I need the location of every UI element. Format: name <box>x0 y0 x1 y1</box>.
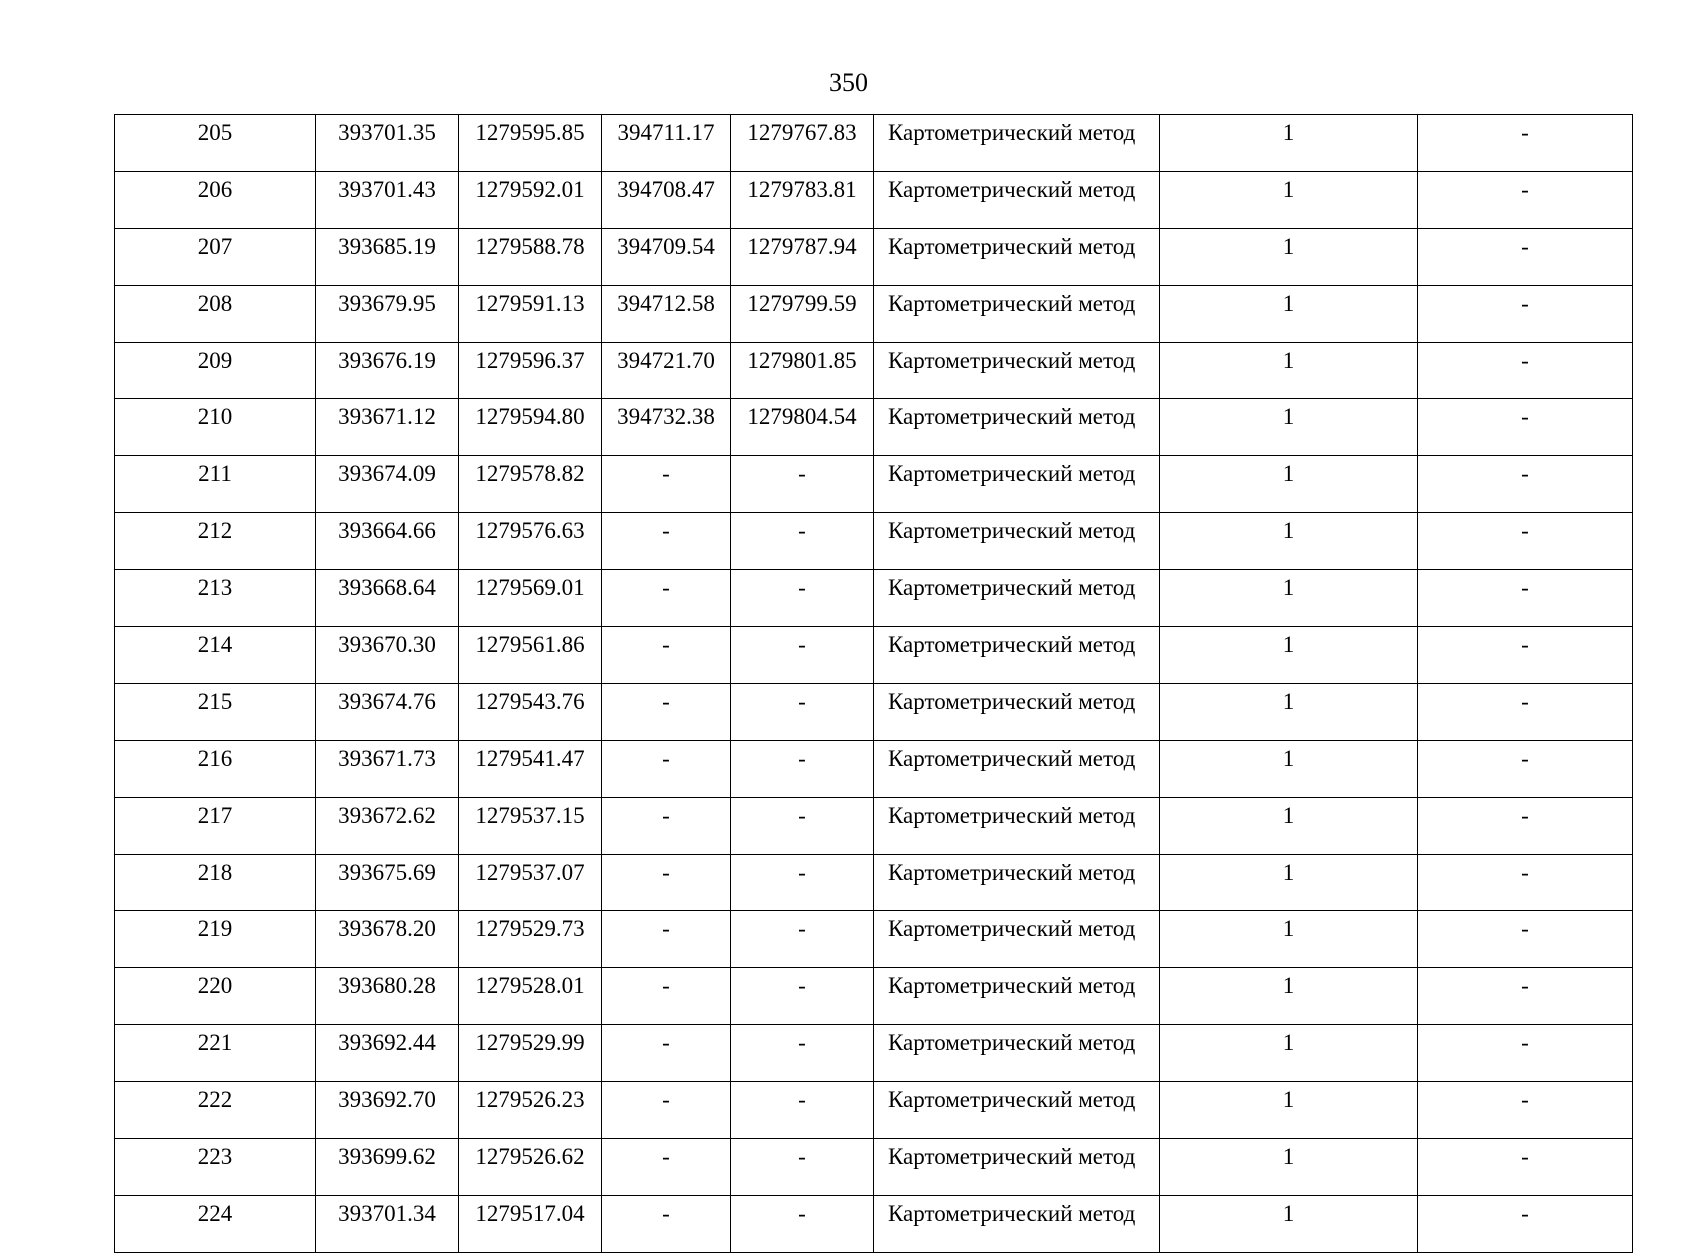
table-row <box>115 968 1633 1025</box>
y-coordinate-cell: 1279592.01 <box>459 171 602 228</box>
x-coordinate-2-cell: - <box>602 968 731 1025</box>
y-coordinate-2-cell: - <box>731 797 874 854</box>
point-number-cell: 216 <box>115 740 316 797</box>
accuracy-cell: 1 <box>1160 342 1418 399</box>
y-coordinate-cell: 1279526.62 <box>459 1139 602 1196</box>
table-row <box>115 570 1633 627</box>
x-coordinate-2-cell: - <box>602 740 731 797</box>
point-number-cell: 220 <box>115 968 316 1025</box>
y-coordinate-2-cell: - <box>731 968 874 1025</box>
note-cell: - <box>1418 627 1633 684</box>
x-coordinate-2-cell: - <box>602 513 731 570</box>
x-coordinate-2-cell: 394732.38 <box>602 399 731 456</box>
table-row <box>115 115 1633 172</box>
x-coordinate-cell: 393670.30 <box>316 627 459 684</box>
x-coordinate-cell: 393685.19 <box>316 228 459 285</box>
method-cell: Картометрический метод <box>874 513 1160 570</box>
method-cell: Картометрический метод <box>874 1025 1160 1082</box>
y-coordinate-2-cell: 1279804.54 <box>731 399 874 456</box>
point-number-cell: 214 <box>115 627 316 684</box>
point-number-cell: 223 <box>115 1139 316 1196</box>
point-number-cell: 215 <box>115 683 316 740</box>
note-cell: - <box>1418 115 1633 172</box>
table-row <box>115 1025 1633 1082</box>
y-coordinate-2-cell: 1279783.81 <box>731 171 874 228</box>
table-row <box>115 683 1633 740</box>
x-coordinate-cell: 393672.62 <box>316 797 459 854</box>
x-coordinate-2-cell: - <box>602 570 731 627</box>
table-row <box>115 911 1633 968</box>
x-coordinate-cell: 393671.12 <box>316 399 459 456</box>
y-coordinate-cell: 1279526.23 <box>459 1082 602 1139</box>
table-row <box>115 740 1633 797</box>
note-cell: - <box>1418 171 1633 228</box>
accuracy-cell: 1 <box>1160 228 1418 285</box>
x-coordinate-cell: 393692.44 <box>316 1025 459 1082</box>
point-number-cell: 212 <box>115 513 316 570</box>
y-coordinate-cell: 1279529.73 <box>459 911 602 968</box>
y-coordinate-cell: 1279541.47 <box>459 740 602 797</box>
x-coordinate-2-cell: 394721.70 <box>602 342 731 399</box>
x-coordinate-cell: 393701.43 <box>316 171 459 228</box>
method-cell: Картометрический метод <box>874 911 1160 968</box>
method-cell: Картометрический метод <box>874 456 1160 513</box>
y-coordinate-2-cell: 1279801.85 <box>731 342 874 399</box>
x-coordinate-2-cell: - <box>602 627 731 684</box>
method-cell: Картометрический метод <box>874 740 1160 797</box>
table-body <box>115 115 1633 1253</box>
x-coordinate-2-cell: 394709.54 <box>602 228 731 285</box>
y-coordinate-cell: 1279529.99 <box>459 1025 602 1082</box>
x-coordinate-2-cell: - <box>602 1082 731 1139</box>
x-coordinate-cell: 393674.76 <box>316 683 459 740</box>
note-cell: - <box>1418 1139 1633 1196</box>
table-row <box>115 797 1633 854</box>
table-row <box>115 171 1633 228</box>
y-coordinate-cell: 1279588.78 <box>459 228 602 285</box>
y-coordinate-2-cell: - <box>731 854 874 911</box>
point-number-cell: 217 <box>115 797 316 854</box>
accuracy-cell: 1 <box>1160 1139 1418 1196</box>
point-number-cell: 221 <box>115 1025 316 1082</box>
point-number-cell: 206 <box>115 171 316 228</box>
note-cell: - <box>1418 513 1633 570</box>
x-coordinate-cell: 393701.35 <box>316 115 459 172</box>
table-row <box>115 1082 1633 1139</box>
x-coordinate-2-cell: - <box>602 456 731 513</box>
y-coordinate-cell: 1279537.07 <box>459 854 602 911</box>
y-coordinate-2-cell: - <box>731 683 874 740</box>
point-number-cell: 213 <box>115 570 316 627</box>
x-coordinate-cell: 393701.34 <box>316 1195 459 1252</box>
note-cell: - <box>1418 854 1633 911</box>
accuracy-cell: 1 <box>1160 740 1418 797</box>
x-coordinate-cell: 393668.64 <box>316 570 459 627</box>
note-cell: - <box>1418 570 1633 627</box>
x-coordinate-cell: 393678.20 <box>316 911 459 968</box>
x-coordinate-cell: 393679.95 <box>316 285 459 342</box>
point-number-cell: 224 <box>115 1195 316 1252</box>
y-coordinate-2-cell: - <box>731 513 874 570</box>
method-cell: Картометрический метод <box>874 1139 1160 1196</box>
accuracy-cell: 1 <box>1160 399 1418 456</box>
x-coordinate-2-cell: - <box>602 1195 731 1252</box>
point-number-cell: 211 <box>115 456 316 513</box>
y-coordinate-cell: 1279578.82 <box>459 456 602 513</box>
table-row <box>115 627 1633 684</box>
point-number-cell: 218 <box>115 854 316 911</box>
table-row <box>115 399 1633 456</box>
x-coordinate-2-cell: - <box>602 911 731 968</box>
y-coordinate-cell: 1279569.01 <box>459 570 602 627</box>
note-cell: - <box>1418 683 1633 740</box>
note-cell: - <box>1418 342 1633 399</box>
accuracy-cell: 1 <box>1160 627 1418 684</box>
coordinates-table <box>114 114 1633 1253</box>
method-cell: Картометрический метод <box>874 399 1160 456</box>
y-coordinate-cell: 1279591.13 <box>459 285 602 342</box>
y-coordinate-2-cell: 1279799.59 <box>731 285 874 342</box>
point-number-cell: 210 <box>115 399 316 456</box>
x-coordinate-cell: 393699.62 <box>316 1139 459 1196</box>
accuracy-cell: 1 <box>1160 456 1418 513</box>
y-coordinate-2-cell: - <box>731 456 874 513</box>
method-cell: Картометрический метод <box>874 171 1160 228</box>
x-coordinate-2-cell: 394708.47 <box>602 171 731 228</box>
method-cell: Картометрический метод <box>874 342 1160 399</box>
note-cell: - <box>1418 797 1633 854</box>
method-cell: Картометрический метод <box>874 854 1160 911</box>
point-number-cell: 205 <box>115 115 316 172</box>
method-cell: Картометрический метод <box>874 797 1160 854</box>
y-coordinate-2-cell: - <box>731 1139 874 1196</box>
method-cell: Картометрический метод <box>874 1082 1160 1139</box>
note-cell: - <box>1418 399 1633 456</box>
accuracy-cell: 1 <box>1160 570 1418 627</box>
method-cell: Картометрический метод <box>874 115 1160 172</box>
accuracy-cell: 1 <box>1160 1082 1418 1139</box>
y-coordinate-2-cell: - <box>731 1025 874 1082</box>
accuracy-cell: 1 <box>1160 854 1418 911</box>
y-coordinate-cell: 1279543.76 <box>459 683 602 740</box>
accuracy-cell: 1 <box>1160 968 1418 1025</box>
y-coordinate-cell: 1279595.85 <box>459 115 602 172</box>
y-coordinate-cell: 1279561.86 <box>459 627 602 684</box>
point-number-cell: 219 <box>115 911 316 968</box>
accuracy-cell: 1 <box>1160 285 1418 342</box>
accuracy-cell: 1 <box>1160 1195 1418 1252</box>
method-cell: Картометрический метод <box>874 228 1160 285</box>
x-coordinate-2-cell: 394712.58 <box>602 285 731 342</box>
x-coordinate-cell: 393671.73 <box>316 740 459 797</box>
accuracy-cell: 1 <box>1160 171 1418 228</box>
table-row <box>115 228 1633 285</box>
x-coordinate-cell: 393675.69 <box>316 854 459 911</box>
y-coordinate-2-cell: 1279787.94 <box>731 228 874 285</box>
accuracy-cell: 1 <box>1160 513 1418 570</box>
page-number: 350 <box>829 68 868 97</box>
method-cell: Картометрический метод <box>874 285 1160 342</box>
y-coordinate-2-cell: - <box>731 740 874 797</box>
x-coordinate-cell: 393680.28 <box>316 968 459 1025</box>
note-cell: - <box>1418 911 1633 968</box>
y-coordinate-cell: 1279594.80 <box>459 399 602 456</box>
accuracy-cell: 1 <box>1160 683 1418 740</box>
note-cell: - <box>1418 1025 1633 1082</box>
table-row <box>115 1139 1633 1196</box>
x-coordinate-cell: 393664.66 <box>316 513 459 570</box>
x-coordinate-2-cell: - <box>602 1139 731 1196</box>
table-row <box>115 285 1633 342</box>
y-coordinate-cell: 1279576.63 <box>459 513 602 570</box>
y-coordinate-2-cell: - <box>731 1082 874 1139</box>
y-coordinate-2-cell: - <box>731 1195 874 1252</box>
note-cell: - <box>1418 740 1633 797</box>
x-coordinate-cell: 393692.70 <box>316 1082 459 1139</box>
y-coordinate-2-cell: 1279767.83 <box>731 115 874 172</box>
x-coordinate-2-cell: - <box>602 683 731 740</box>
y-coordinate-cell: 1279596.37 <box>459 342 602 399</box>
y-coordinate-2-cell: - <box>731 911 874 968</box>
table-row <box>115 1195 1633 1252</box>
y-coordinate-cell: 1279528.01 <box>459 968 602 1025</box>
note-cell: - <box>1418 1082 1633 1139</box>
accuracy-cell: 1 <box>1160 911 1418 968</box>
x-coordinate-2-cell: - <box>602 1025 731 1082</box>
x-coordinate-2-cell: - <box>602 797 731 854</box>
table-row <box>115 513 1633 570</box>
method-cell: Картометрический метод <box>874 683 1160 740</box>
accuracy-cell: 1 <box>1160 1025 1418 1082</box>
accuracy-cell: 1 <box>1160 115 1418 172</box>
x-coordinate-2-cell: - <box>602 854 731 911</box>
point-number-cell: 208 <box>115 285 316 342</box>
method-cell: Картометрический метод <box>874 1195 1160 1252</box>
y-coordinate-2-cell: - <box>731 570 874 627</box>
method-cell: Картометрический метод <box>874 627 1160 684</box>
x-coordinate-2-cell: 394711.17 <box>602 115 731 172</box>
table-row <box>115 854 1633 911</box>
y-coordinate-2-cell: - <box>731 627 874 684</box>
note-cell: - <box>1418 456 1633 513</box>
point-number-cell: 209 <box>115 342 316 399</box>
note-cell: - <box>1418 228 1633 285</box>
point-number-cell: 222 <box>115 1082 316 1139</box>
method-cell: Картометрический метод <box>874 968 1160 1025</box>
point-number-cell: 207 <box>115 228 316 285</box>
table-row <box>115 456 1633 513</box>
note-cell: - <box>1418 1195 1633 1252</box>
method-cell: Картометрический метод <box>874 570 1160 627</box>
table-row <box>115 342 1633 399</box>
x-coordinate-cell: 393674.09 <box>316 456 459 513</box>
x-coordinate-cell: 393676.19 <box>316 342 459 399</box>
y-coordinate-cell: 1279537.15 <box>459 797 602 854</box>
note-cell: - <box>1418 968 1633 1025</box>
y-coordinate-cell: 1279517.04 <box>459 1195 602 1252</box>
note-cell: - <box>1418 285 1633 342</box>
accuracy-cell: 1 <box>1160 797 1418 854</box>
